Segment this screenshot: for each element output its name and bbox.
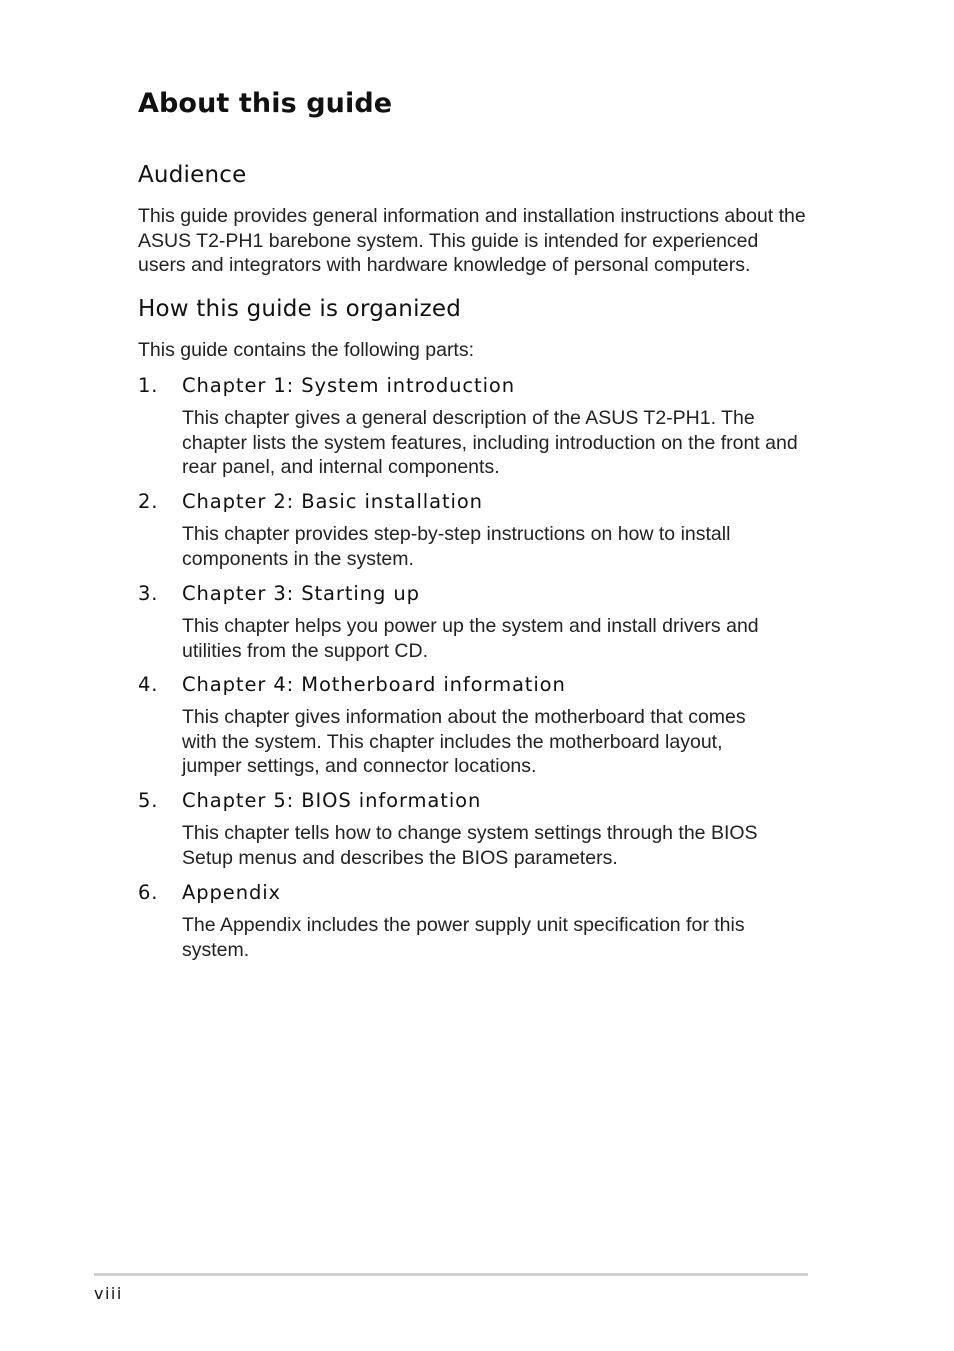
chapter-item-1 (138, 374, 838, 480)
chapter-title: Chapter 3: Starting up (182, 582, 420, 605)
chapter-number: 1. (138, 374, 159, 397)
chapter-title: Appendix (182, 881, 281, 904)
chapter-heading (138, 582, 838, 608)
chapter-description: This chapter gives a general description of the ASUS T2-PH1. The chapter lists the system features, including introduction on the front and rear panel, and internal components. (182, 407, 798, 478)
chapter-item-6 (138, 881, 838, 962)
organization-intro: This guide contains the following parts: (138, 339, 475, 361)
audience-heading: Audience (138, 162, 247, 188)
chapter-item-5 (138, 789, 838, 870)
chapter-number: 2. (138, 490, 159, 513)
chapter-description: This chapter gives information about the motherboard that comes with the system. This chapter includes the motherboard layout, jumper settings, and connector locations. (182, 706, 746, 777)
chapter-number: 5. (138, 789, 159, 812)
chapter-heading (138, 673, 838, 699)
chapter-description: This chapter provides step-by-step instructions on how to install components in the system. (182, 523, 731, 570)
chapter-title: Chapter 5: BIOS information (182, 789, 482, 812)
chapter-item-3 (138, 582, 838, 663)
audience-paragraph: This guide provides general information and installation instructions about the ASUS T2-PH1 barebone system. This guide is intended for experienced users and integrators with hardware knowledge of personal computers. (138, 205, 806, 276)
chapter-description: The Appendix includes the power supply unit specification for this system. (182, 914, 745, 961)
organization-heading: How this guide is organized (138, 296, 462, 322)
chapter-heading (138, 881, 838, 907)
chapter-title: Chapter 4: Motherboard information (182, 673, 566, 696)
chapter-heading (138, 490, 838, 516)
chapter-number: 3. (138, 582, 159, 605)
chapter-description: This chapter helps you power up the system and install drivers and utilities from the support CD. (182, 615, 759, 662)
chapter-item-2 (138, 490, 838, 571)
page-number: viii (94, 1284, 123, 1303)
footer-divider (94, 1273, 808, 1276)
chapter-number: 6. (138, 881, 159, 904)
chapter-title: Chapter 2: Basic installation (182, 490, 483, 513)
chapter-number: 4. (138, 673, 159, 696)
chapter-description: This chapter tells how to change system settings through the BIOS Setup menus and describes the BIOS parameters. (182, 822, 758, 869)
chapter-title: Chapter 1: System introduction (182, 374, 516, 397)
chapter-heading (138, 789, 838, 815)
chapter-heading (138, 374, 838, 400)
page-title: About this guide (138, 88, 393, 119)
chapter-item-4 (138, 673, 838, 779)
